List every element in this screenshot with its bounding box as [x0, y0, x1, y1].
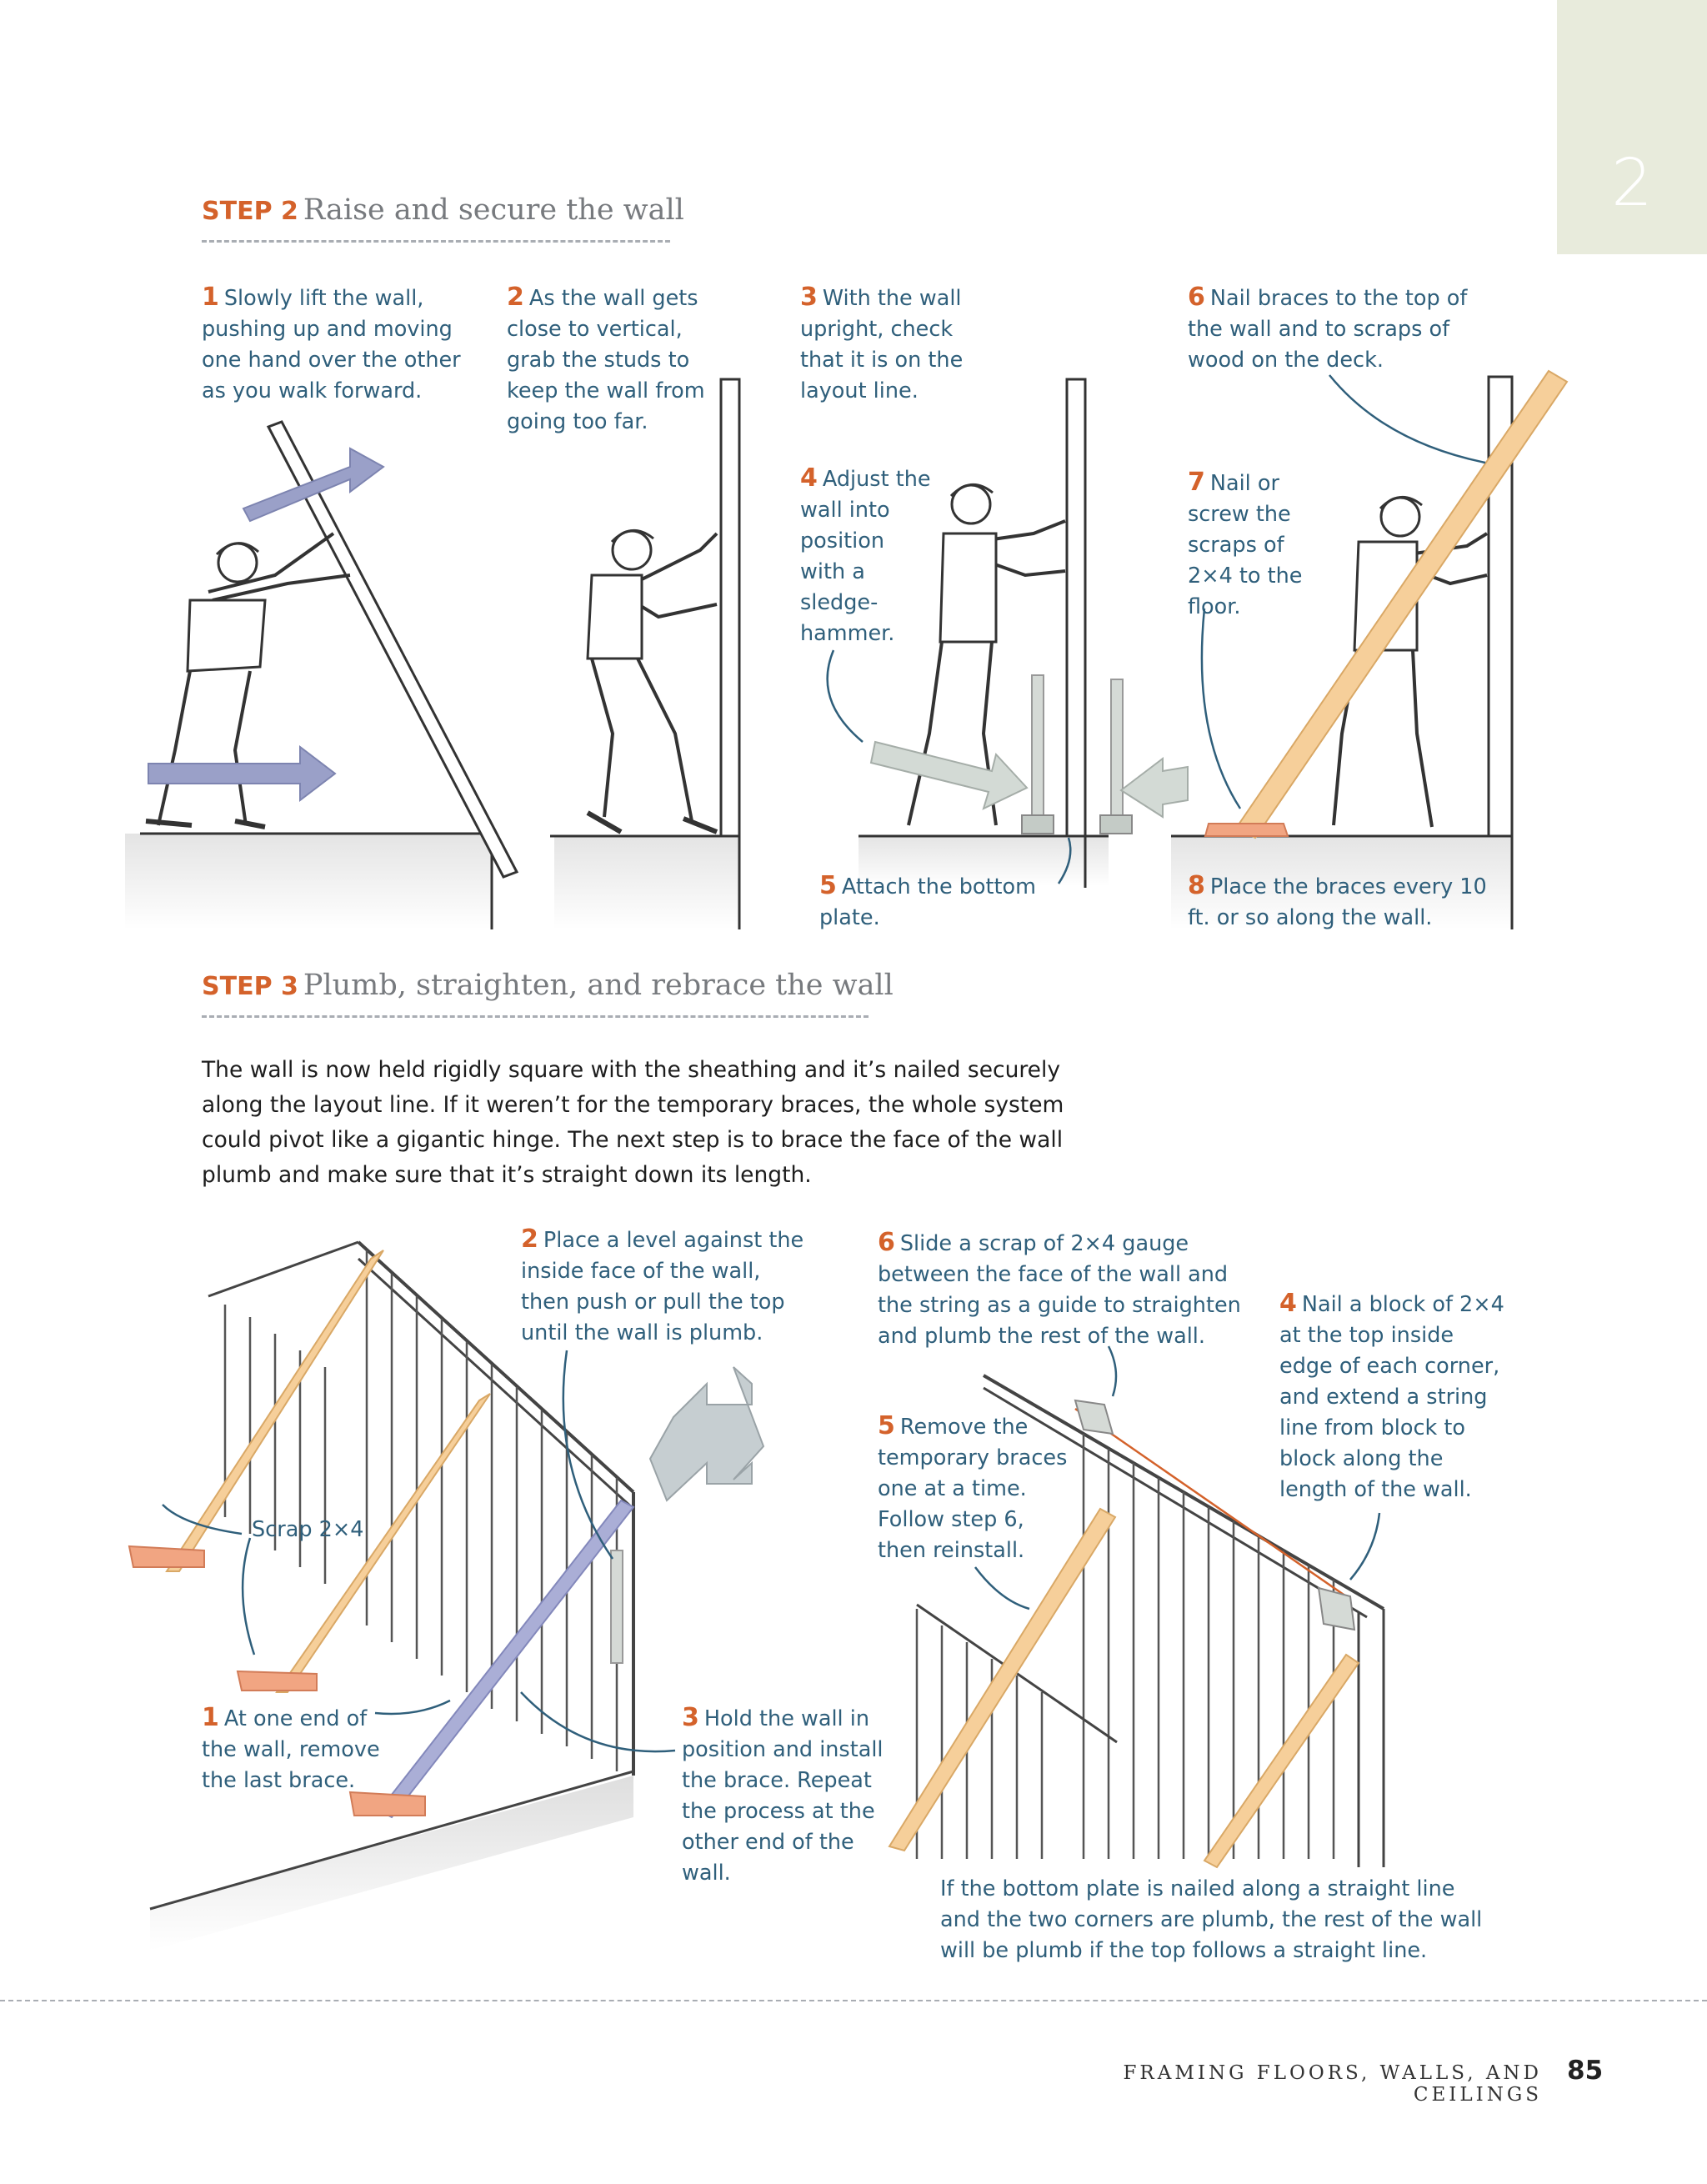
step3-callout-3: 3 Hold the wall in position and install the brace. Repeat the process at the other end of the wall.	[682, 1703, 884, 1886]
step2-callout-1: 1 Slowly lift the wall, pushing up and moving one hand over the other as you walk forward.	[202, 283, 461, 403]
step3-callout-6: 6 Slide a scrap of 2×4 gauge between the face of the wall and the string as a guide to straighten and plumb the rest of the wall.	[878, 1228, 1241, 1349]
step2-callout-5: 5 Attach the bottom plate.	[819, 871, 1036, 930]
step3-callout-2: 2 Place a level against the inside face of the wall, then push or pull the top until the wall is plumb.	[521, 1225, 804, 1345]
running-head: FRAMING FLOORS, WALLS, AND CEILINGS	[1123, 2062, 1542, 2106]
step3-callout-5: 5 Remove the temporary braces one at a time. Follow step 6, then reinstall.	[878, 1411, 1068, 1563]
step3-caption: If the bottom plate is nailed along a straight line and the two corners are plumb, the rest of the wall will be plumb if the top follows a straight line.	[940, 1876, 1483, 1963]
step3-heading	[202, 969, 894, 1002]
step2-label: STEP 2	[202, 197, 298, 226]
panel1-illustration	[125, 422, 517, 929]
step2-callout-8: 8 Place the braces every 10 ft. or so along the wall.	[1188, 871, 1487, 930]
step3-label: STEP 3	[202, 972, 298, 1001]
step2-callout-4: 4 Adjust the wall into position with a sledge-hammer.	[800, 463, 931, 646]
step2-callout-6: 6 Nail braces to the top of the wall and to scraps of wood on the deck.	[1188, 283, 1468, 373]
step2-callout-7: 7 Nail or screw the scraps of 2×4 to the floor.	[1188, 468, 1303, 619]
page-number: 85	[1567, 2056, 1604, 2086]
step2-callout-3: 3 With the wall upright, check that it is on the layout line.	[800, 283, 964, 403]
panel2-illustration	[550, 379, 739, 929]
scrap-label: Scrap 2×4	[252, 1517, 364, 1542]
step3-title: Plumb, straighten, and rebrace the wall	[303, 969, 894, 1002]
chapter-tab: 2	[1557, 0, 1707, 254]
panel4-illustration	[1171, 371, 1567, 929]
step2-title: Raise and secure the wall	[303, 193, 684, 227]
step3-callout-1: 1 At one end of the wall, remove the last brace.	[202, 1703, 380, 1793]
step3-intro: The wall is now held rigidly square with the sheathing and it’s nailed securely along the layout line. If it weren’t for the temporary braces, the whole system could pivot like a gigantic hinge. The next step is to brace the face of the wall plumb and make sure that it’s straight down its length.	[202, 1057, 1064, 1188]
step3-callout-4: 4 Nail a block of 2×4 at the top inside edge of each corner, and extend a string line from block to block along the length of the wall.	[1279, 1289, 1504, 1502]
step3-heading-rule	[202, 1015, 869, 1018]
footer-rule	[0, 2000, 1707, 2001]
step2-callout-2: 2 As the wall gets close to vertical, grab the studs to keep the wall from going too far.	[507, 283, 705, 434]
